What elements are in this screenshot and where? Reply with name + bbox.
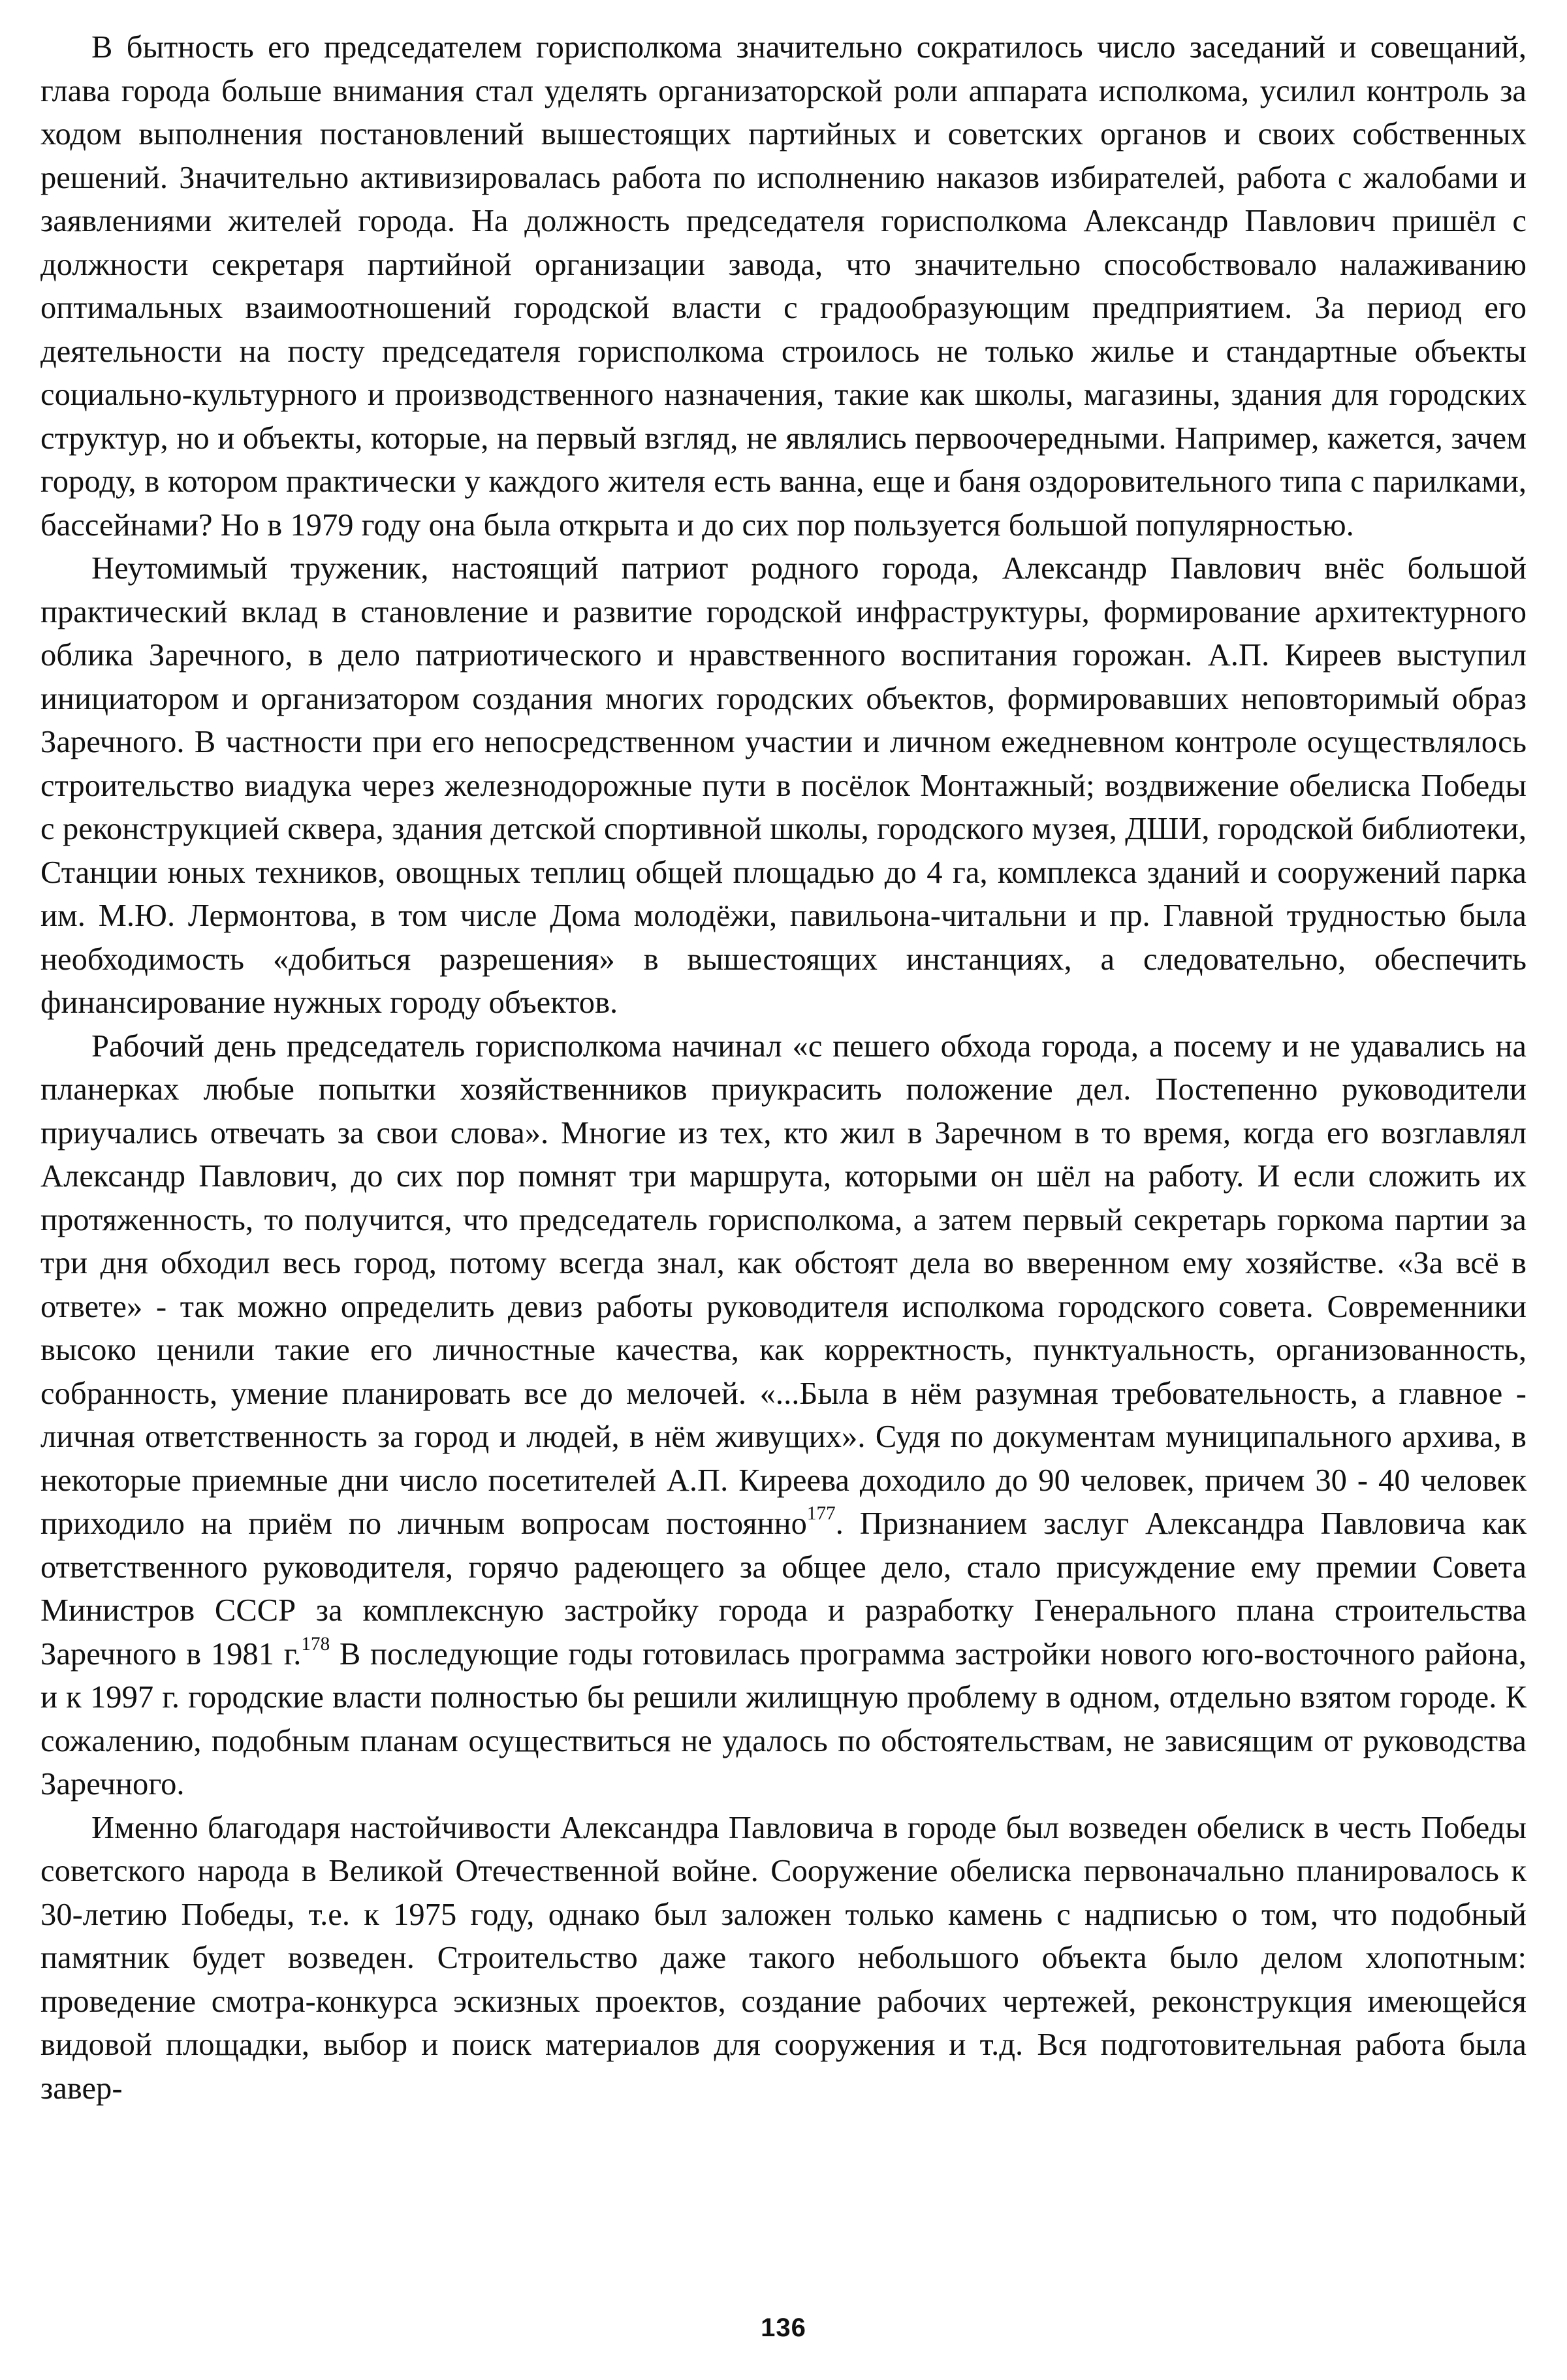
paragraph-1: В бытность его председателем горисполкома значительно сократилось число заседаний и совещаний, глава города больше внимания стал уделять организаторской роли аппарата исполкома, усилил контроль за ходом выполнения постановлений вышестоящих партийных и советских органов и своих собственных решений. Значительно активизировалась работа по исполнению наказов избирателей, работа с жалобами и заявлениями жителей города. На должность председателя горисполкома Александр Павлович пришёл с должности секретаря партийной организации завода, что значительно способствовало налаживанию оптимальных взаимоотношений городской власти с градообразующим предприятием. За период его деятельности на посту председателя горисполкома строилось не только жилье и стандартные объекты социально-культурного и производственного назначения, такие как школы, магазины, здания для городских структур, но и объекты, которые, на первый взгляд, не являлись первоочередными. Например, кажется, зачем городу, в котором практически у каждого жителя есть ванна, еще и баня оздоровительного типа с парилками, бассейнами? Но в 1979 году она была открыта и до сих пор пользуется большой популярностью.: [40, 30, 1527, 543]
paragraph-3: [40, 1025, 1527, 1807]
document-page: [40, 26, 1527, 2110]
footnote-ref-178: 178: [301, 1633, 330, 1655]
paragraph-4: Именно благодаря настойчивости Александра Павловича в городе был возведен обелиск в честь Победы советского народа в Великой Отечественной войне. Сооружение обелиска первоначально планировалось к 30-летию Победы, т.е. к 1975 году, однако был заложен только камень с надписью о том, что подобный памятник будет возведен. Строительство даже такого небольшого объекта было делом хлопотным: проведение смотра-конкурса эскизных проектов, создание рабочих чертежей, реконструкция имеющейся видовой площадки, выбор и поиск материалов для сооружения и т.д. Вся подготовительная работа была завер-: [40, 1810, 1527, 2106]
paragraph-3-part-b: . Признанием заслуг Александра Павловича как ответственного руководителя, горячо радеющего за общее дело, стало присуждение ему премии Совета Министров СССР за комплексную застройку города и разработку Генерального плана строительства Заречного в 1981 г.: [40, 1506, 1527, 1672]
paragraph-2: Неутомимый труженик, настоящий патриот родного города, Александр Павлович внёс большой практический вклад в становление и развитие городской инфраструктуры, формирование архитектурного облика Заречного, в дело патриотического и нравственного воспитания горожан. А.П. Киреев выступил инициатором и организатором создания многих городских объектов, формировавших неповторимый образ Заречного. В частности при его непосредственном участии и личном ежедневном контроле осуществлялось строительство виадука через железнодорожные пути в посёлок Монтажный; воздвижение обелиска Победы с реконструкцией сквера, здания детской спортивной школы, городского музея, ДШИ, городской библиотеки, Станции юных техников, овощных теплиц общей площадью до 4 га, комплекса зданий и сооружений парка им. М.Ю. Лермонтова, в том числе Дома молодёжи, павильона-читальни и пр. Главной трудностью была необходимость «добиться разрешения» в вышестоящих инстанциях, а следовательно, обеспечить финансирование нужных городу объектов.: [40, 551, 1527, 1020]
footnote-ref-177: 177: [806, 1503, 836, 1525]
page-number: 136: [761, 2313, 806, 2342]
paragraph-3-part-c: В последующие годы готовилась программа застройки нового юго-восточного района, и к 1997 г. городские власти полностью бы решили жилищную проблему в одном, отдельно взятом городе. К сожалению, подобным планам осуществиться не удалось по обстоятельствам, не зависящим от руководства Заречного.: [40, 1636, 1527, 1801]
paragraph-3-part-a: Рабочий день председатель горисполкома начинал «с пешего обхода города, а посему и не удавались на планерках любые попытки хозяйственников приукрасить положение дел. Постепенно руководители приучались отвечать за свои слова». Многие из тех, кто жил в Заречном в то время, когда его возглавлял Александр Павлович, до сих пор помнят три маршрута, которыми он шёл на работу. И если сложить их протяженность, то получится, что председатель горисполкома, а затем первый секретарь горкома партии за три дня обходил весь город, потому всегда знал, как обстоят дела во вверенном ему хозяйстве. «За всё в ответе» - так можно определить девиз работы руководителя исполкома городского совета. Современники высоко ценили такие его личностные качества, как корректность, пунктуальность, организованность, собранность, умение планировать все до мелочей. «...Была в нём разумная требовательность, а главное - личная ответственность за город и людей, в нём живущих». Судя по документам муниципального архива, в некоторые приемные дни число посетителей А.П. Киреева доходило до 90 человек, причем 30 - 40 человек приходило на приём по личным вопросам постоянно: [40, 1028, 1527, 1541]
